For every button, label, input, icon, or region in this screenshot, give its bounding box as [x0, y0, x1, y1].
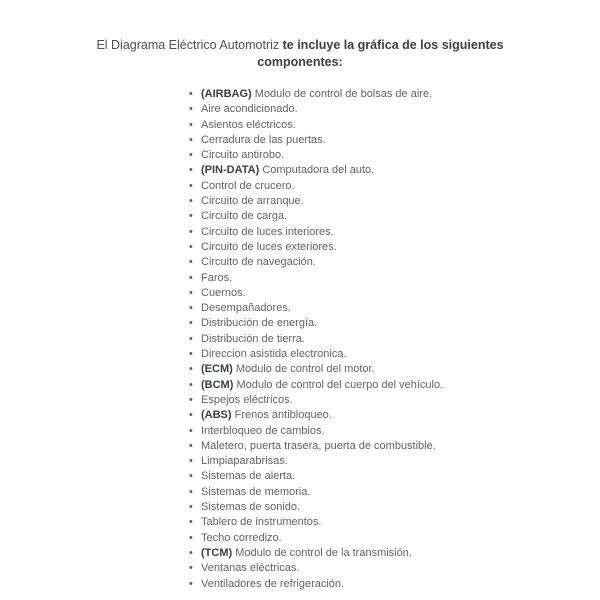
- list-item: [201, 332, 600, 347]
- component-label: Sistemas de alerta.: [201, 470, 296, 483]
- component-label: Cerradura de las puertas.: [201, 133, 326, 146]
- component-label: Circuito de navegación.: [201, 256, 316, 269]
- component-label: Circuito de luces interiores.: [201, 225, 334, 238]
- list-item: [201, 240, 600, 255]
- list-item: [201, 378, 600, 393]
- list-item: [201, 561, 600, 576]
- component-code: (BCM): [201, 378, 234, 391]
- component-label: Computadora del auto.: [262, 164, 375, 177]
- page-title: [90, 37, 510, 70]
- list-item: [201, 118, 600, 133]
- list-item: [201, 577, 600, 592]
- list-item: [201, 286, 600, 301]
- list-item: [201, 316, 600, 331]
- list-item: [201, 209, 600, 224]
- component-code: (PIN-DATA): [201, 164, 260, 177]
- component-label: Sistemas de memoria.: [201, 485, 311, 498]
- component-label: Interbloqueo de cambios.: [201, 424, 325, 437]
- list-item: [201, 439, 600, 454]
- components-list: [0, 87, 600, 592]
- component-label: Circuito de luces exteriores.: [201, 240, 337, 253]
- list-item: [201, 301, 600, 316]
- component-label: Ventanas eléctricas.: [201, 562, 300, 575]
- list-item: [201, 531, 600, 546]
- list-item: [201, 393, 600, 408]
- list-item: [201, 546, 600, 561]
- component-label: Modulo de control del cuerpo del vehículo.: [236, 378, 444, 391]
- component-label: Tablero de instrumentos.: [201, 516, 322, 529]
- component-label: Direccion asistida electronica.: [201, 348, 347, 361]
- component-label: Espejos eléctricos.: [201, 393, 293, 406]
- component-code: (ECM): [201, 363, 233, 376]
- component-label: Maletero, puerta trasera, puerta de combustible.: [201, 439, 436, 452]
- component-label: Ventiladores de refrigeración.: [201, 577, 345, 590]
- list-item: [201, 102, 600, 117]
- list-item: [201, 408, 600, 423]
- list-item: [201, 133, 600, 148]
- component-code: (ABS): [201, 409, 232, 422]
- list-item: [201, 469, 600, 484]
- list-item: [201, 179, 600, 194]
- list-item: [201, 148, 600, 163]
- component-label: Modulo de control de bolsas de aire.: [254, 88, 433, 100]
- component-label: Sistemas de sonido.: [201, 501, 301, 514]
- component-label: Limpiaparabrisas.: [201, 455, 288, 468]
- list-item: [201, 163, 600, 178]
- list-item: [201, 255, 600, 270]
- component-label: Cuernos.: [201, 286, 246, 299]
- list-item: [201, 500, 600, 515]
- list-item: [201, 194, 600, 209]
- page-title-regular: El Diagrama Eléctrico Automotriz: [96, 38, 283, 52]
- component-label: Faros.: [201, 271, 233, 284]
- list-item: [201, 515, 600, 530]
- component-label: Asientos eléctricos.: [201, 118, 296, 131]
- component-label: Control de crucero.: [201, 179, 295, 192]
- component-label: Distribución de tierra.: [201, 332, 305, 345]
- component-label: Circuito de arranque.: [201, 195, 304, 208]
- page-title-bold: te incluye la gráfica de los siguientes componentes:: [257, 38, 504, 69]
- component-label: Aire acondicionado.: [201, 103, 298, 116]
- component-label: Distribución de energía.: [201, 317, 318, 330]
- component-label: Circuito antirobo.: [201, 149, 285, 162]
- component-label: Desempañadores.: [201, 302, 291, 315]
- list-item: [201, 424, 600, 439]
- list-item: [201, 362, 600, 377]
- component-code: (TCM): [201, 546, 233, 559]
- list-item: [201, 454, 600, 469]
- list-item: [201, 485, 600, 500]
- list-item: [201, 225, 600, 240]
- list-item: [201, 271, 600, 286]
- component-label: Circuito de carga.: [201, 210, 288, 223]
- component-label: Modulo de control de la transmisión.: [235, 546, 412, 559]
- list-item: [201, 87, 600, 102]
- component-label: Techo corredizo.: [201, 531, 282, 544]
- component-label: Frenos antibloqueo.: [234, 409, 332, 422]
- list-item: [201, 347, 600, 362]
- component-code: (AIRBAG): [201, 88, 252, 100]
- component-label: Modulo de control del motor.: [235, 363, 375, 376]
